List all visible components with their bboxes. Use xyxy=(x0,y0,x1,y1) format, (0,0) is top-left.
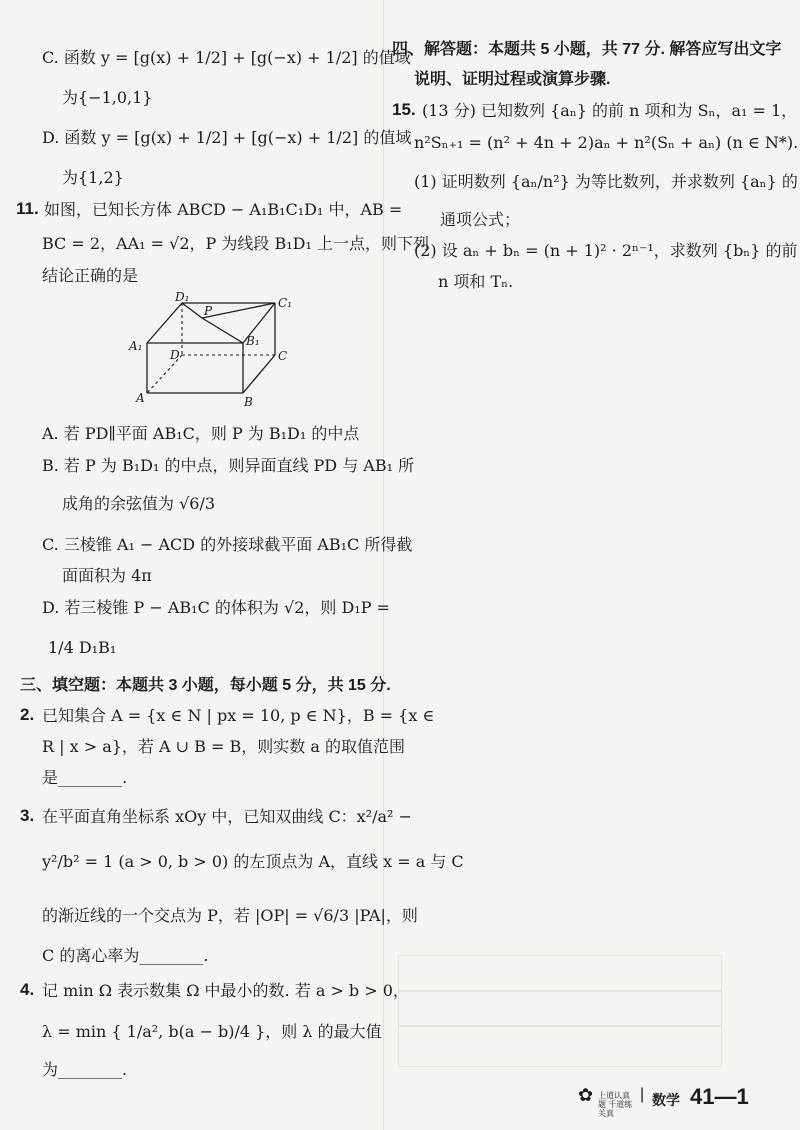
label-b: B xyxy=(244,395,253,409)
q15-part1-line2: 通项公式； xyxy=(440,210,521,229)
label-d: D xyxy=(170,348,180,362)
q13-number: 3. xyxy=(20,806,35,825)
q13-line4: C 的离心率为________. xyxy=(42,946,209,965)
edge-a1-d1 xyxy=(147,303,182,343)
q12-line1: 已知集合 A = {x ∈ N | px = 10, p ∈ N}，B = {x ∈ xyxy=(42,706,435,725)
q12-line3: 是________. xyxy=(42,768,128,787)
q11-option-d-line1: D. 若三棱锥 P − AB₁C 的体积为 √2，则 D₁P = xyxy=(42,598,390,617)
q12-line2: R | x > a}，若 A ∪ B = B，则实数 a 的取值范围 xyxy=(42,737,405,756)
q11-option-b-line2: 成角的余弦值为 √6/3 xyxy=(62,494,216,513)
footer-page-number: 41—1 xyxy=(690,1084,749,1109)
q10-option-d-line2: 为{1,2} xyxy=(62,168,124,187)
q13-line3: 的渐近线的一个交点为 P，若 |OP| = √6/3 |PA|，则 xyxy=(42,906,418,925)
bleed-through-table-row xyxy=(398,1025,722,1027)
label-c1: C₁ xyxy=(278,296,292,310)
q15-part1-line1: (1) 证明数列 {aₙ/n²} 为等比数列，并求数列 {aₙ} 的 xyxy=(414,172,798,191)
q15-line2: n²Sₙ₊₁ = (n² + 4n + 2)aₙ + n²(Sₙ + aₙ) (n ∈ N*). xyxy=(414,133,799,152)
section-3-header: 三、填空题：本题共 3 小题，每小题 5 分，共 15 分. xyxy=(20,677,391,694)
edge-c-b xyxy=(243,355,275,393)
q11-option-c-line2: 面面积为 4π xyxy=(62,566,152,585)
segment-p-b1 xyxy=(202,318,243,343)
section-4-header-line2: 说明、证明过程或演算步骤. xyxy=(414,71,611,88)
cuboid-figure xyxy=(120,288,310,413)
q13-line1: 在平面直角坐标系 xOy 中，已知双曲线 C：x²/a² − xyxy=(42,807,412,826)
q14-number: 4. xyxy=(20,980,35,999)
footer-separator: | xyxy=(640,1086,645,1103)
q11-option-a: A. 若 PD∥平面 AB₁C，则 P 为 B₁D₁ 的中点 xyxy=(42,424,360,443)
q15-number: 15. xyxy=(392,100,416,119)
q10-option-c-line2: 为{−1,0,1} xyxy=(62,88,153,107)
q15-part2-line1: (2) 设 aₙ + bₙ = (n + 1)² · 2ⁿ⁻¹，求数列 {bₙ} 的前 xyxy=(414,241,798,260)
q14-line2: λ = min { 1/a², b(a − b)/4 }，则 λ 的最大值 xyxy=(42,1022,382,1041)
q15-line1: (13 分) 已知数列 {aₙ} 的前 n 项和为 Sₙ，a₁ = 1， xyxy=(422,101,798,120)
footer-brand: 上道认真题 千道练关真 xyxy=(598,1091,633,1118)
q10-option-d-line1: D. 函数 y = [g(x) + 1/2] + [g(−x) + 1/2] 的值域 xyxy=(42,128,412,147)
label-d1: D₁ xyxy=(175,290,190,304)
q11-option-c-line1: C. 三棱锥 A₁ − ACD 的外接球截平面 AB₁C 所得截 xyxy=(42,535,413,554)
q11-stem-line1: 如图，已知长方体 ABCD − A₁B₁C₁D₁ 中，AB = xyxy=(44,200,403,219)
bleed-through-table-row xyxy=(398,990,722,992)
q13-line2: y²/b² = 1 (a > 0, b > 0) 的左顶点为 A，直线 x = a 与 C xyxy=(42,852,464,871)
label-b1: B₁ xyxy=(246,334,260,348)
q11-number: 11. xyxy=(16,199,39,218)
label-c: C xyxy=(278,349,288,363)
q11-stem-line3: 结论正确的是 xyxy=(42,266,139,285)
q12-number: 2. xyxy=(20,705,35,724)
segment-d1-p xyxy=(182,303,202,318)
label-a: A xyxy=(136,391,145,405)
mascot-logo-icon: ✿ xyxy=(578,1085,594,1105)
q11-option-b-line1: B. 若 P 为 B₁D₁ 的中点，则异面直线 PD 与 AB₁ 所 xyxy=(42,456,415,475)
q14-line3: 为________. xyxy=(42,1060,128,1079)
section-4-header-line1: 四、解答题：本题共 5 小题，共 77 分. 解答应写出文字 xyxy=(392,41,782,58)
q14-line1: 记 min Ω 表示数集 Ω 中最小的数. 若 a > b > 0， xyxy=(42,981,409,1000)
q10-option-c-line1: C. 函数 y = [g(x) + 1/2] + [g(−x) + 1/2] 的值域 xyxy=(42,48,411,67)
bleed-through-table xyxy=(398,955,722,1067)
q15-part2-line2: n 项和 Tₙ. xyxy=(438,272,514,291)
q11-option-d-line2: 1/4 D₁B₁ xyxy=(48,638,117,657)
q11-stem-line2: BC = 2，AA₁ = √2，P 为线段 B₁D₁ 上一点，则下列 xyxy=(42,234,429,253)
column-divider xyxy=(383,0,384,1130)
label-p: P xyxy=(204,304,213,318)
footer-subject: 数学 xyxy=(652,1092,680,1108)
label-a1: A₁ xyxy=(129,339,143,353)
